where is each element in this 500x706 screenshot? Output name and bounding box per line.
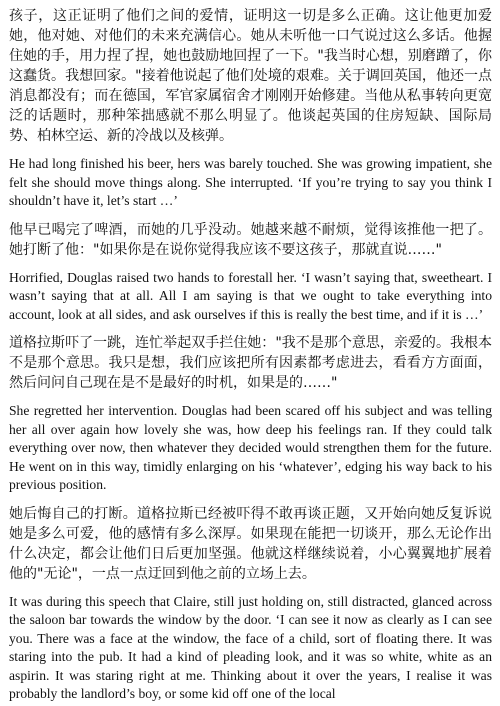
paragraph-zh-3: 道格拉斯吓了一跳，连忙举起双手拦住她："我不是那个意思，亲爱的。我根本不是那个意思。我只是想，我们应该把所有因素都考虑进去，看看方方面面，然后问问自己现在是不是最好的时机，如果是的……" [9, 335, 492, 391]
paragraph-en-2: Horrified, Douglas raised two hands to forestall her. ‘I wasn’t saying that, sweetheart. I wasn’t saying that at all. All I am saying is that we ought to take everything into account, look at all sides, and ask ourselves if this is really the best time, and if it is …’ [9, 269, 492, 322]
paragraph-en-4: It was during this speech that Claire, still just holding on, still distracted, glanced across the saloon bar towards the window by the door. ‘I can see it now as clearly as I can see you. There was a face at the window, the face of a child, sort of floating there. It was staring into the pub. It had a kind of pleading look, and it was so white, white as an aspirin. It was staring right at me. Thinking about it over the years, I realise it was probably the landlord’s boy, or some kid off one of the local [9, 593, 492, 701]
paragraph-zh-2: 他早已喝完了啤酒，而她的几乎没动。她越来越不耐烦，觉得该推他一把了。她打断了他："如果你是在说你觉得我应该不要这孩子，那就直说……" [9, 221, 492, 258]
paragraph-zh-1: 孩子，这正证明了他们之间的爱情，证明这一切是多么正确。这让他更加爱她，他对她、对他们的未来充满信心。她从未听他一口气说过这么多话。他握住她的手，用力捏了捏，她也鼓励地回捏了一下。"我当时心想，别磨蹭了，你这蠢货。我想回家。"接着他说起了他们处境的艰难。关于调回英国，他还一点消息都没有；而在德国，军官家属宿舍才刚刚开始修建。当他从私事转向更宽泛的话题时，那种笨拙感就不那么明显了。他谈起英国的住房短缺、国际局势、柏林空运、新的冷战以及核弹。 [9, 8, 492, 144]
paragraph-en-3: She regretted her intervention. Douglas had been scared off his subject and was telling her all over again how lovely she was, how deep his feelings ran. If they could talk everything over now, then whatever they decided would strengthen them for the future. He went on in this way, timidly enlarging on his ‘whatever’, edging his way back to his previous position. [9, 403, 492, 492]
paragraph-en-1: He had long finished his beer, hers was barely touched. She was growing impatient, she felt she should move things along. She interrupted. ‘If you’re trying to say you think I shouldn’t have it, let’s start …’ [9, 156, 492, 208]
paragraph-zh-4: 她后悔自己的打断。道格拉斯已经被吓得不敢再谈正题，又开始向她反复诉说她是多么可爱，他的感情有多么深厚。如果现在能把一切谈开，那么无论作出什么决定，都会让他们日后更加坚强。他就这样继续说着，小心翼翼地扩展着他的"无论"，一点一点迂回到他之前的立场上去。 [9, 505, 492, 582]
